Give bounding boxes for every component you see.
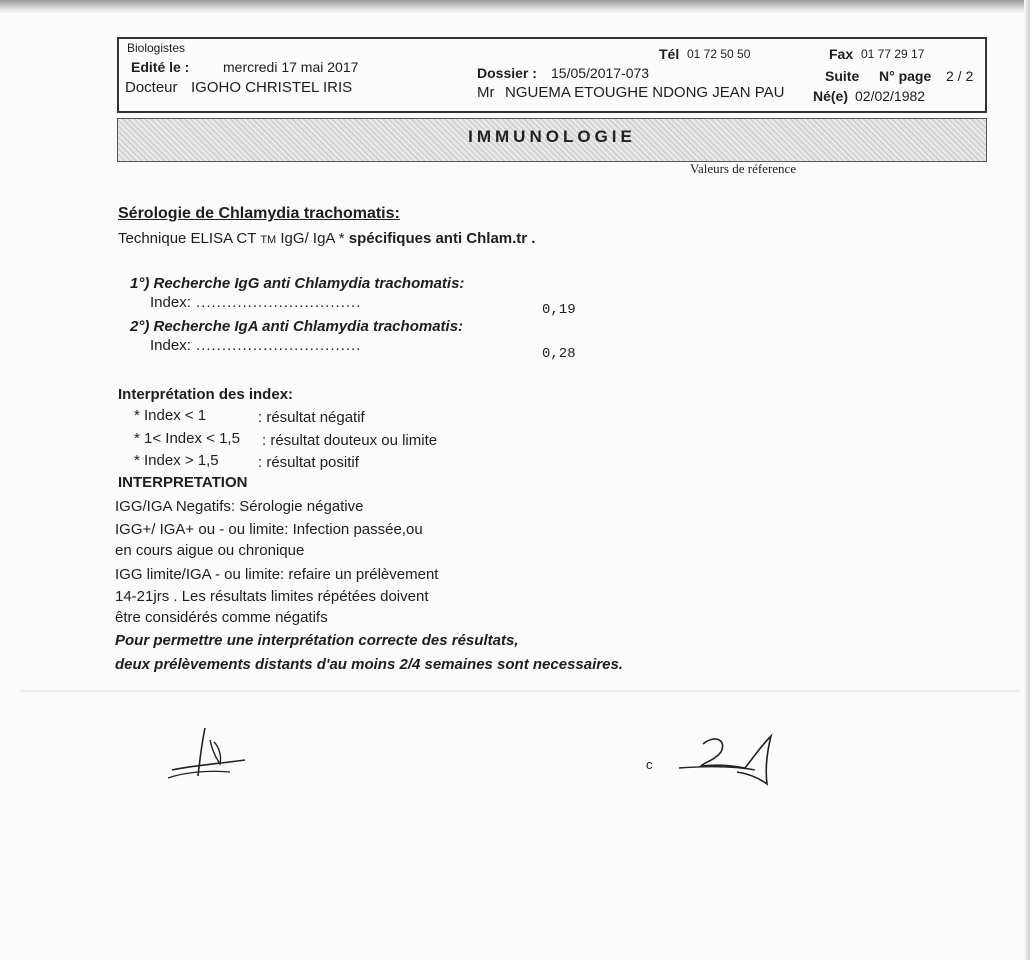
iga-index-label: Index: <box>150 337 191 354</box>
interpretation-line: IGG+/ IGA+ ou - ou limite: Infection passée,ou <box>115 521 423 538</box>
edit-date-label: Edité le : <box>131 59 190 75</box>
interpretation-note-line2: deux prélèvements distants d'au moins 2/4 semaines sont necessaires. <box>115 656 623 673</box>
section-title: IMMUNOLOGIE <box>468 127 636 146</box>
interpretation-line: IGG/IGA Negatifs: Sérologie négative <box>115 498 364 515</box>
paper-fold-line <box>20 690 1020 693</box>
interpretation-line: 14-21jrs . Les résultats limites répétées doivent <box>115 588 429 605</box>
iga-index-value: 0,28 <box>542 346 576 362</box>
igg-index-label: Index: <box>150 294 191 311</box>
result-positive: : résultat positif <box>258 454 359 471</box>
edit-date-value: mercredi 17 mai 2017 <box>223 59 359 75</box>
iga-dots: ................................ <box>196 337 362 354</box>
technique-prefix: Technique ELISA CT <box>118 230 257 247</box>
criterion-borderline: * 1< Index < 1,5 <box>134 430 240 447</box>
birth-label: Né(e) <box>813 88 849 104</box>
interpretation-note-line1: Pour permettre une interprétation correcte des résultats, <box>115 632 519 649</box>
igg-title: 1°) Recherche IgG anti Chlamydia trachomatis: <box>130 275 465 292</box>
page-label: N° page <box>879 68 932 84</box>
igg-dots: ................................ <box>196 294 362 311</box>
doctor-name: IGOHO CHRISTEL IRIS <box>191 79 353 96</box>
index-interpretation-title: Interprétation des index: <box>118 386 294 403</box>
dossier-label: Dossier : <box>477 65 537 81</box>
page-value: 2 / 2 <box>946 68 974 84</box>
result-negative: : résultat négatif <box>258 409 365 426</box>
dossier-value: 15/05/2017-073 <box>551 65 650 81</box>
birth-date: 02/02/1982 <box>855 88 926 104</box>
scan-edge-right <box>1024 0 1030 960</box>
interpretation-title: INTERPRETATION <box>118 474 248 491</box>
result-borderline: : résultat douteux ou limite <box>262 432 438 449</box>
fax-value: 01 77 29 17 <box>861 47 925 61</box>
interpretation-line: être considérés comme négatifs <box>115 609 328 626</box>
signature-right <box>675 728 785 793</box>
doctor-label: Docteur <box>125 79 178 96</box>
scan-edge-top <box>0 0 1030 14</box>
tel-label: Tél <box>659 46 680 62</box>
suite-label: Suite <box>825 68 860 84</box>
criterion-negative: * Index < 1 <box>134 407 207 424</box>
signature-left <box>160 720 260 785</box>
biologistes-label: Biologistes <box>127 41 186 55</box>
stray-mark: c <box>646 757 653 772</box>
interpretation-line: IGG limite/IGA - ou limite: refaire un prélèvement <box>115 566 439 583</box>
trademark-mark: TM <box>260 234 277 246</box>
technique-line <box>118 230 535 247</box>
section-banner <box>117 118 987 162</box>
fax-label: Fax <box>829 46 854 62</box>
iga-title: 2°) Recherche IgA anti Chlamydia trachomatis: <box>130 318 464 335</box>
reference-values-label: Valeurs de réference <box>690 161 797 176</box>
igg-index-value: 0,19 <box>542 302 576 318</box>
technique-bold: spécifiques anti Chlam.tr . <box>348 230 536 247</box>
patient-name: NGUEMA ETOUGHE NDONG JEAN PAU <box>505 84 785 101</box>
technique-mid: IgG/ IgA * <box>276 230 349 247</box>
criterion-positive: * Index > 1,5 <box>134 452 219 469</box>
interpretation-line: en cours aigue ou chronique <box>115 542 305 559</box>
report-header <box>117 37 987 113</box>
test-title: Sérologie de Chlamydia trachomatis: <box>118 205 400 222</box>
patient-prefix: Mr <box>477 84 495 101</box>
tel-value: 01 72 50 50 <box>687 47 751 61</box>
